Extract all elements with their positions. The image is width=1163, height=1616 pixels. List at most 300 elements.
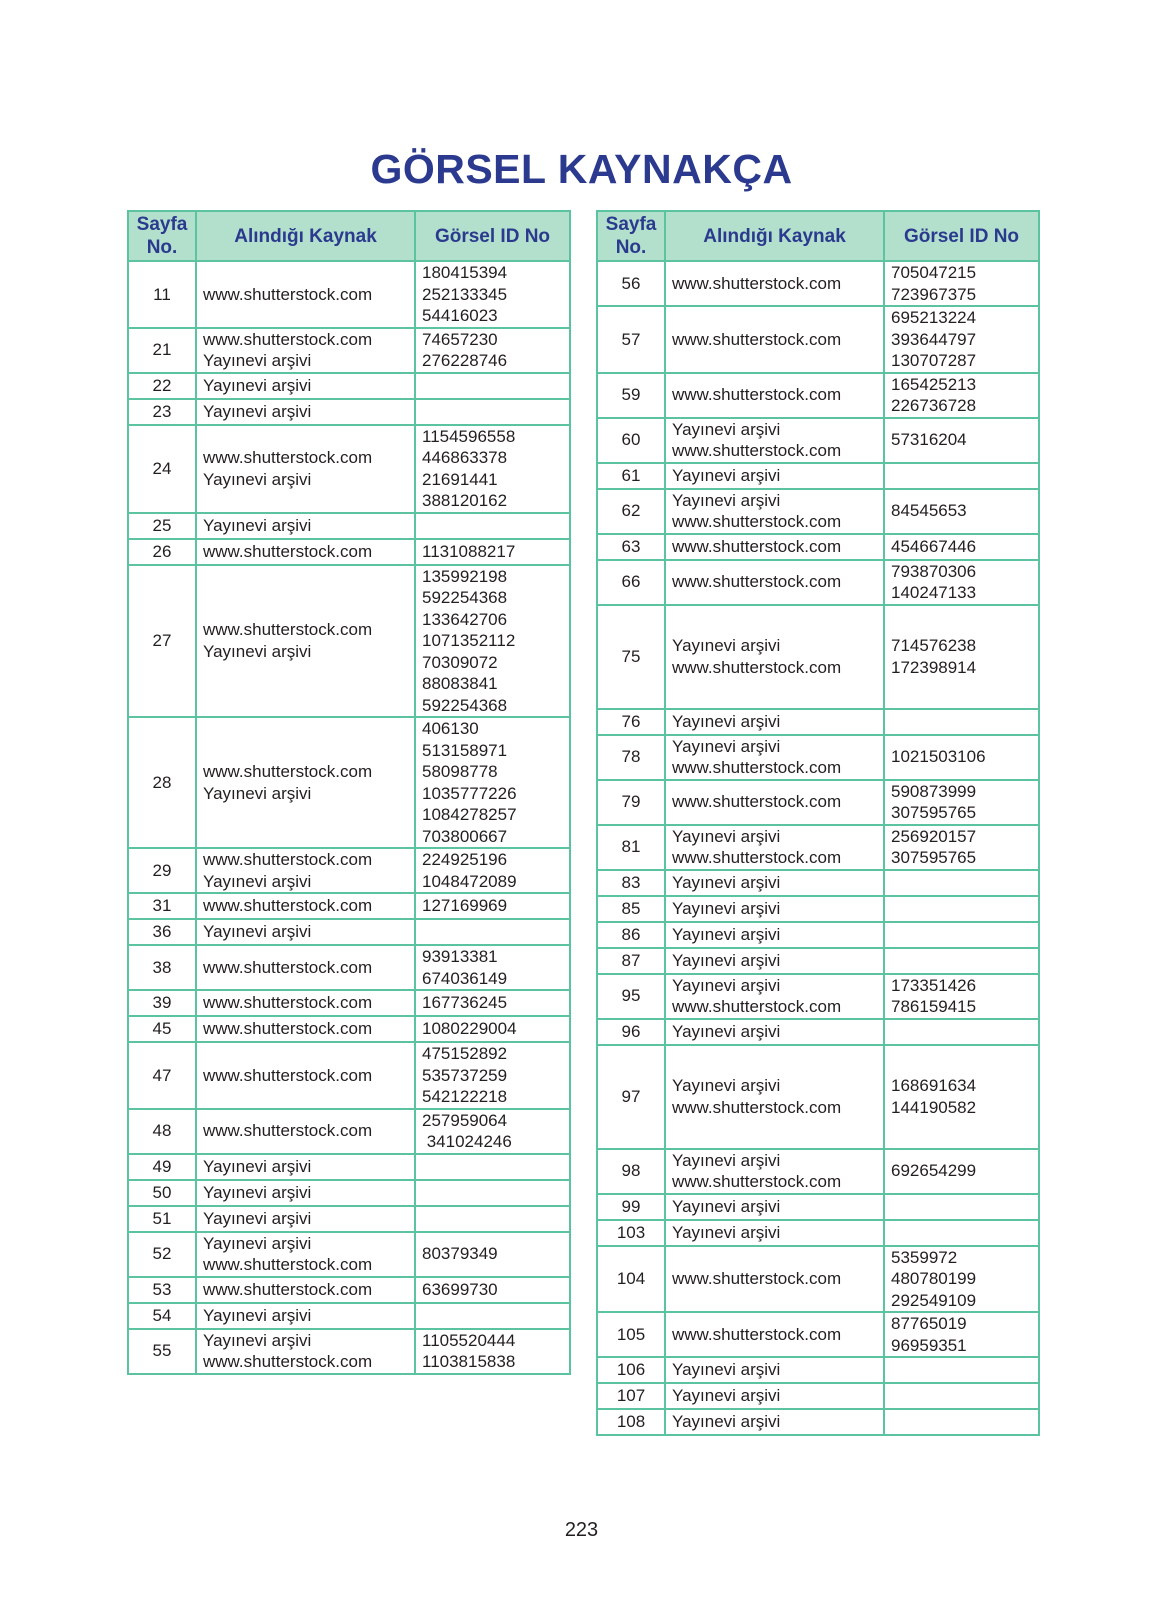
source-line: Yayınevi arşivi: [672, 1360, 781, 1380]
cell-image-id: [884, 825, 1039, 870]
source-line: www.shutterstock.com: [672, 572, 842, 592]
image-id-line: 173351426: [891, 975, 977, 995]
cell-page-no: 63: [597, 534, 665, 560]
cell-image-id: [415, 513, 570, 539]
image-id-line: 257959064: [422, 1110, 508, 1130]
cell-page-no: 85: [597, 896, 665, 922]
cell-image-id: [415, 1206, 570, 1232]
image-id-line: 723967375: [891, 284, 977, 304]
cell-source: [196, 399, 415, 425]
cell-source: [665, 534, 884, 560]
cell-page-no: 38: [128, 945, 196, 990]
cell-image-id: [415, 1232, 570, 1277]
source-line: www.shutterstock.com: [203, 1352, 373, 1371]
image-id-line: 1105520444: [422, 1330, 516, 1350]
source-line: www.shutterstock.com: [203, 620, 373, 640]
source-line: www.shutterstock.com: [672, 385, 842, 405]
cell-image-id: [884, 560, 1039, 605]
cell-image-id: [415, 1303, 570, 1329]
cell-page-no: 97: [597, 1045, 665, 1149]
image-id-line: 307595765: [891, 848, 977, 867]
cell-page-no: 53: [128, 1277, 196, 1303]
cell-source: [665, 780, 884, 825]
cell-page-no: 103: [597, 1220, 665, 1246]
cell-image-id: [884, 1019, 1039, 1045]
table-row: [128, 848, 570, 893]
table-row: [597, 709, 1039, 735]
table-row: [597, 1409, 1039, 1435]
source-line: www.shutterstock.com: [672, 536, 842, 556]
cell-page-no: 83: [597, 870, 665, 896]
source-line: Yayınevi arşivi: [672, 975, 781, 995]
cell-page-no: 66: [597, 560, 665, 605]
cell-image-id: [884, 1409, 1039, 1435]
cell-source: [665, 1194, 884, 1220]
image-id-line: 167736245: [422, 993, 508, 1013]
cell-image-id: [884, 922, 1039, 948]
image-id-line: 592254368: [422, 588, 508, 607]
source-line: Yayınevi arşivi: [672, 1196, 781, 1216]
image-id-line: 5359972: [891, 1247, 958, 1267]
table-row: [597, 1019, 1039, 1045]
table-row: [597, 1220, 1039, 1246]
cell-page-no: 22: [128, 373, 196, 399]
cell-page-no: 95: [597, 974, 665, 1019]
cell-page-no: 55: [128, 1329, 196, 1374]
cell-source: [665, 463, 884, 489]
table-row: [128, 565, 570, 718]
image-id-line: 252133345: [422, 284, 508, 304]
source-line: Yayınevi arşivi: [672, 490, 781, 510]
cell-image-id: [884, 870, 1039, 896]
table-row: [597, 560, 1039, 605]
cell-source: [196, 565, 415, 718]
cell-source: [665, 825, 884, 870]
source-line: www.shutterstock.com: [203, 284, 373, 304]
cell-page-no: 39: [128, 990, 196, 1016]
cell-image-id: [415, 919, 570, 945]
image-id-line: 406130: [422, 719, 479, 738]
source-line: Yayınevi arşivi: [203, 351, 312, 370]
image-id-line: 793870306: [891, 561, 977, 581]
source-line: Yayınevi arşivi: [672, 950, 781, 970]
cell-source: [196, 1206, 415, 1232]
cell-image-id: [884, 1045, 1039, 1149]
image-id-line: 70309072: [422, 652, 498, 672]
cell-source: [196, 1154, 415, 1180]
image-id-line: 480780199: [891, 1269, 977, 1288]
table-row: [597, 735, 1039, 780]
source-line: Yayınevi arşivi: [672, 1386, 781, 1406]
source-line: Yayınevi arşivi: [203, 922, 312, 942]
cell-image-id: [415, 893, 570, 919]
header-page-no: Sayfa No.: [597, 211, 665, 261]
source-line: www.shutterstock.com: [203, 1279, 373, 1299]
table-row: [597, 373, 1039, 418]
source-line: www.shutterstock.com: [203, 1255, 373, 1274]
cell-page-no: 21: [128, 328, 196, 373]
table-row: [128, 1180, 570, 1206]
cell-image-id: [884, 709, 1039, 735]
source-line: Yayınevi arşivi: [203, 871, 312, 891]
cell-image-id: [884, 1357, 1039, 1383]
cell-source: [196, 1016, 415, 1042]
cell-source: [665, 560, 884, 605]
cell-source: [665, 1312, 884, 1357]
table-row: [597, 948, 1039, 974]
table-row: [128, 990, 570, 1016]
source-line: Yayınevi arşivi: [672, 711, 781, 731]
image-id-line: 692654299: [891, 1161, 977, 1181]
source-line: Yayınevi arşivi: [672, 736, 781, 756]
source-line: Yayınevi arşivi: [672, 1222, 781, 1242]
cell-image-id: [884, 605, 1039, 709]
table-row: [597, 489, 1039, 534]
cell-page-no: 86: [597, 922, 665, 948]
source-line: www.shutterstock.com: [672, 1324, 842, 1344]
cell-image-id: [884, 534, 1039, 560]
cell-source: [665, 373, 884, 418]
cell-page-no: 75: [597, 605, 665, 709]
source-line: www.shutterstock.com: [203, 448, 373, 467]
cell-source: [196, 1232, 415, 1277]
cell-image-id: [415, 1016, 570, 1042]
cell-page-no: 45: [128, 1016, 196, 1042]
cell-source: [196, 539, 415, 565]
cell-page-no: 57: [597, 306, 665, 373]
source-line: www.shutterstock.com: [203, 329, 373, 349]
table-row: [597, 974, 1039, 1019]
image-id-line: 144190582: [891, 1097, 977, 1117]
cell-source: [196, 1042, 415, 1109]
table-body-right: [597, 261, 1039, 1435]
image-id-line: 80379349: [422, 1244, 498, 1264]
table-row: [128, 1329, 570, 1374]
image-id-line: 393644797: [891, 329, 977, 349]
table-header-row: [597, 211, 1039, 261]
image-id-line: 58098778: [422, 762, 498, 781]
cell-source: [196, 1109, 415, 1154]
cell-image-id: [415, 328, 570, 373]
cell-page-no: 25: [128, 513, 196, 539]
cell-image-id: [415, 1329, 570, 1374]
table-row: [597, 870, 1039, 896]
source-line: Yayınevi arşivi: [672, 419, 781, 439]
cell-page-no: 47: [128, 1042, 196, 1109]
table-row: [597, 922, 1039, 948]
table-row: [597, 534, 1039, 560]
image-id-line: 705047215: [891, 263, 977, 282]
cell-image-id: [415, 945, 570, 990]
image-id-line: 74657230: [422, 329, 498, 349]
image-id-line: 256920157: [891, 826, 977, 846]
image-id-line: 226736728: [891, 396, 977, 415]
cell-page-no: 81: [597, 825, 665, 870]
image-id-line: 180415394: [422, 263, 508, 282]
cell-source: [665, 261, 884, 306]
table-row: [128, 399, 570, 425]
source-line: Yayınevi arşivi: [672, 826, 781, 846]
cell-page-no: 28: [128, 717, 196, 848]
table-row: [597, 418, 1039, 463]
cell-page-no: 56: [597, 261, 665, 306]
image-id-line: 1035777226: [422, 783, 517, 803]
cell-page-no: 29: [128, 848, 196, 893]
image-id-line: 63699730: [422, 1279, 498, 1299]
image-id-line: 714576238: [891, 636, 977, 655]
image-id-line: 127169969: [422, 896, 508, 916]
source-line: www.shutterstock.com: [672, 1097, 842, 1117]
image-id-line: 224925196: [422, 850, 508, 869]
cell-source: [196, 848, 415, 893]
table-row: [128, 1016, 570, 1042]
image-id-line: 695213224: [891, 308, 977, 327]
cell-source: [665, 922, 884, 948]
cell-image-id: [415, 261, 570, 328]
cell-page-no: 87: [597, 948, 665, 974]
header-page-no: Sayfa No.: [128, 211, 196, 261]
source-line: www.shutterstock.com: [672, 792, 842, 812]
cell-source: [665, 735, 884, 780]
image-id-line: 96959351: [891, 1335, 967, 1355]
table-row: [128, 1277, 570, 1303]
cell-image-id: [884, 1383, 1039, 1409]
table-row: [597, 1383, 1039, 1409]
source-line: Yayınevi arşivi: [672, 924, 781, 944]
cell-source: [196, 513, 415, 539]
cell-source: [665, 605, 884, 709]
cell-source: [665, 306, 884, 373]
image-id-line: 165425213: [891, 374, 977, 394]
source-line: Yayınevi arşivi: [203, 1330, 312, 1350]
image-id-line: 133642706: [422, 609, 508, 629]
reference-table-right: [596, 210, 1040, 1436]
table-row: [597, 1246, 1039, 1313]
cell-page-no: 79: [597, 780, 665, 825]
source-line: Yayınevi arşivi: [203, 1182, 312, 1202]
source-line: Yayınevi arşivi: [672, 1150, 781, 1170]
image-id-line: 54416023: [422, 306, 498, 325]
source-line: Yayınevi arşivi: [672, 465, 781, 485]
cell-page-no: 105: [597, 1312, 665, 1357]
source-line: Yayınevi arşivi: [203, 641, 312, 661]
image-id-line: 57316204: [891, 430, 967, 450]
table-row: [128, 1232, 570, 1277]
image-id-line: 88083841: [422, 674, 498, 693]
cell-image-id: [884, 463, 1039, 489]
cell-source: [665, 948, 884, 974]
source-line: Yayınevi arşivi: [203, 1156, 312, 1176]
table-row: [597, 1045, 1039, 1149]
cell-image-id: [884, 1220, 1039, 1246]
table-row: [128, 261, 570, 328]
cell-image-id: [884, 1194, 1039, 1220]
image-id-line: 446863378: [422, 448, 508, 467]
cell-source: [665, 1357, 884, 1383]
table-row: [128, 717, 570, 848]
source-line: Yayınevi arşivi: [672, 636, 781, 655]
cell-image-id: [415, 539, 570, 565]
cell-page-no: 76: [597, 709, 665, 735]
table-row: [597, 1194, 1039, 1220]
image-id-line: 135992198: [422, 566, 508, 586]
cell-image-id: [884, 948, 1039, 974]
cell-page-no: 78: [597, 735, 665, 780]
cell-image-id: [415, 1042, 570, 1109]
source-line: www.shutterstock.com: [203, 1065, 373, 1085]
cell-source: [665, 1409, 884, 1435]
cell-image-id: [884, 418, 1039, 463]
cell-image-id: [415, 425, 570, 513]
cell-source: [665, 974, 884, 1019]
table-row: [128, 893, 570, 919]
cell-source: [196, 373, 415, 399]
image-id-line: 703800667: [422, 826, 508, 846]
cell-page-no: 59: [597, 373, 665, 418]
cell-image-id: [884, 780, 1039, 825]
cell-source: [196, 717, 415, 848]
reference-table-left: [127, 210, 571, 1375]
source-line: www.shutterstock.com: [203, 993, 373, 1013]
image-id-line: 1048472089: [422, 871, 517, 891]
cell-source: [665, 1019, 884, 1045]
cell-page-no: 49: [128, 1154, 196, 1180]
table-row: [597, 1312, 1039, 1357]
table-row: [597, 780, 1039, 825]
source-line: www.shutterstock.com: [672, 273, 842, 293]
page-number: 223: [564, 1519, 599, 1541]
source-line: Yayınevi arşivi: [203, 515, 312, 535]
source-line: Yayınevi arşivi: [203, 1305, 312, 1325]
cell-source: [665, 870, 884, 896]
cell-page-no: 27: [128, 565, 196, 718]
cell-source: [196, 1303, 415, 1329]
image-id-line: 87765019: [891, 1314, 967, 1333]
source-line: Yayınevi arşivi: [672, 872, 781, 892]
image-id-line: 590873999: [891, 781, 977, 801]
table-row: [128, 539, 570, 565]
cell-page-no: 50: [128, 1180, 196, 1206]
cell-image-id: [884, 261, 1039, 306]
image-id-line: 21691441: [422, 469, 498, 489]
cell-image-id: [884, 489, 1039, 534]
image-id-line: 172398914: [891, 657, 977, 677]
image-id-line: 535737259: [422, 1065, 508, 1085]
cell-source: [665, 418, 884, 463]
cell-image-id: [415, 1277, 570, 1303]
cell-image-id: [415, 1180, 570, 1206]
table-row: [597, 463, 1039, 489]
cell-page-no: 96: [597, 1019, 665, 1045]
cell-page-no: 51: [128, 1206, 196, 1232]
cell-source: [665, 1045, 884, 1149]
source-line: www.shutterstock.com: [672, 329, 842, 349]
image-id-line: 140247133: [891, 583, 977, 602]
cell-source: [196, 919, 415, 945]
image-id-line: 1021503106: [891, 747, 986, 767]
cell-source: [665, 709, 884, 735]
cell-image-id: [884, 1246, 1039, 1313]
source-line: www.shutterstock.com: [672, 758, 842, 777]
source-line: www.shutterstock.com: [672, 512, 842, 531]
source-line: Yayınevi arşivi: [203, 1233, 312, 1253]
cell-image-id: [415, 990, 570, 1016]
cell-source: [665, 489, 884, 534]
source-line: www.shutterstock.com: [672, 441, 842, 460]
image-id-line: 276228746: [422, 351, 508, 370]
cell-page-no: 99: [597, 1194, 665, 1220]
image-id-line: 475152892: [422, 1044, 508, 1063]
cell-source: [196, 1277, 415, 1303]
cell-image-id: [884, 1312, 1039, 1357]
cell-source: [196, 328, 415, 373]
source-line: Yayınevi arşivi: [203, 783, 312, 803]
image-id-line: 592254368: [422, 695, 508, 715]
cell-page-no: 36: [128, 919, 196, 945]
image-id-line: 388120162: [422, 491, 508, 510]
cell-image-id: [884, 1149, 1039, 1194]
cell-source: [665, 896, 884, 922]
table-row: [128, 373, 570, 399]
cell-image-id: [415, 1154, 570, 1180]
image-id-line: 1103815838: [422, 1352, 516, 1371]
cell-image-id: [884, 896, 1039, 922]
cell-source: [196, 1180, 415, 1206]
source-line: www.shutterstock.com: [203, 1019, 373, 1039]
header-image-id: Görsel ID No: [884, 211, 1039, 261]
cell-page-no: 60: [597, 418, 665, 463]
source-line: Yayınevi arşivi: [672, 1021, 781, 1041]
cell-page-no: 52: [128, 1232, 196, 1277]
cell-image-id: [415, 1109, 570, 1154]
cell-image-id: [415, 848, 570, 893]
image-id-line: 130707287: [891, 351, 977, 370]
table-row: [128, 919, 570, 945]
header-image-id: Görsel ID No: [415, 211, 570, 261]
cell-page-no: 54: [128, 1303, 196, 1329]
source-line: www.shutterstock.com: [203, 762, 373, 781]
source-line: www.shutterstock.com: [203, 541, 373, 561]
source-line: www.shutterstock.com: [203, 1121, 373, 1141]
cell-image-id: [884, 373, 1039, 418]
image-id-line: 1084278257: [422, 805, 517, 824]
table-row: [128, 1303, 570, 1329]
table-row: [597, 605, 1039, 709]
source-line: Yayınevi arşivi: [203, 469, 312, 489]
table-row: [597, 1149, 1039, 1194]
image-id-line: 1154596558: [422, 426, 516, 446]
source-line: www.shutterstock.com: [672, 1172, 842, 1191]
image-id-line: 307595765: [891, 803, 977, 822]
table-row: [128, 1154, 570, 1180]
cell-image-id: [884, 306, 1039, 373]
cell-source: [196, 990, 415, 1016]
table-row: [597, 1357, 1039, 1383]
table-row: [128, 425, 570, 513]
table-row: [597, 261, 1039, 306]
page-title: GÖRSEL KAYNAKÇA: [370, 146, 793, 192]
cell-page-no: 31: [128, 893, 196, 919]
cell-page-no: 104: [597, 1246, 665, 1313]
cell-page-no: 26: [128, 539, 196, 565]
table-row: [128, 1109, 570, 1154]
cell-source: [665, 1149, 884, 1194]
cell-page-no: 24: [128, 425, 196, 513]
table-body-left: [128, 261, 570, 1374]
table-row: [597, 896, 1039, 922]
cell-page-no: 98: [597, 1149, 665, 1194]
cell-page-no: 62: [597, 489, 665, 534]
